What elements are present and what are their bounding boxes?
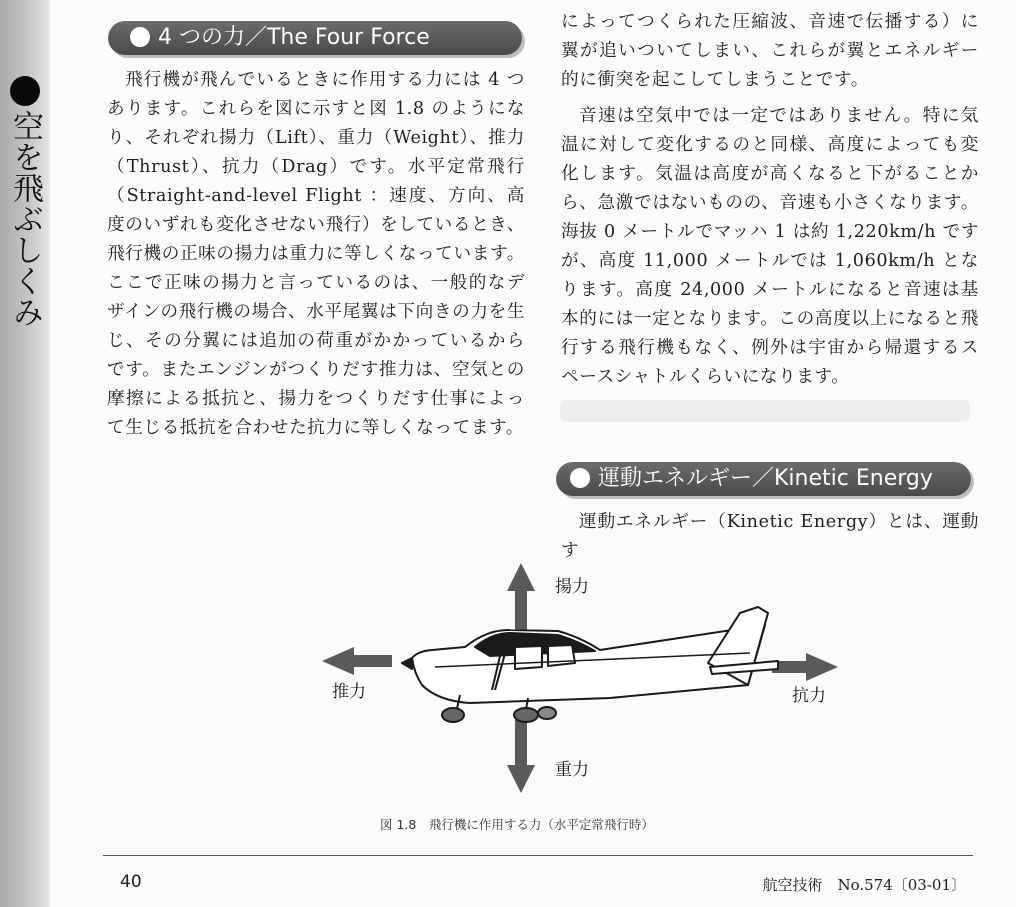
- bullet-icon: [130, 27, 150, 47]
- heading-kinetic-energy: [556, 462, 971, 496]
- figure-caption: 図 1.8 飛行機に作用する力（水平定常飛行時）: [380, 817, 654, 832]
- sidebar-section-title: 空を飛ぶしくみ: [7, 110, 43, 327]
- label-drag: 抗力: [792, 686, 826, 706]
- label-thrust: 推力: [332, 682, 366, 702]
- page-number: 40: [120, 872, 142, 892]
- label-weight: 重力: [555, 760, 589, 780]
- bullet-dot-icon: [10, 76, 40, 106]
- heading-four-force: [108, 21, 522, 55]
- heading-four-force-text: 4 つの力／The Four Force: [158, 25, 430, 50]
- drag-arrow-icon: [772, 653, 838, 681]
- airplane-icon: [402, 607, 778, 722]
- journal-info: 航空技術 No.574〔03-01〕: [762, 876, 966, 894]
- lift-arrow-icon: [507, 563, 535, 635]
- heading-kinetic-energy-text: 運動エネルギー／Kinetic Energy: [598, 466, 933, 491]
- paragraph-continued: によってつくられた圧縮波、音速で伝播する）に翼が追いついてしまい、これらが翼とエネルギー的に衝突を起こしてしまうことです。: [561, 12, 979, 90]
- thrust-arrow-icon: [322, 647, 392, 675]
- paragraph-speed-of-sound: 音速は空気中では一定ではありません。特に気温に対して変化するのと同様、高度によっても変化します。気温は高度が高くなると下がることから、急激ではないものの、音速も小さくなります。海抜 0 メートルでマッハ 1 は約 1,220km/h ですが、高度 11,000 メートルでは 1,060km/h となります。高度 24,000 メートルになると音速は基本的には一定となります。この高度以上になると飛行する飛行機もなく、例外は宇宙から帰還するスペースシャトルくらいになります。: [561, 106, 979, 387]
- label-lift: 揚力: [555, 577, 589, 597]
- paragraph-kinetic-energy: 運動エネルギー（Kinetic Energy）とは、運動す: [561, 512, 979, 561]
- bullet-icon: [570, 468, 590, 488]
- sidebar-section-tab: [0, 0, 50, 907]
- footer-divider: [103, 855, 973, 856]
- paragraph-four-force: 飛行機が飛んでいるときに作用する力には 4 つあります。これらを図に示すと図 1.8 のようになり、それぞれ揚力（Lift）、重力（Weight）、推力（Thrust）、抗力（Drag）です。水平定常飛行（Straight-and-level Flight ：速度、方向、高度のいずれも変化させない飛行）をしているとき、飛行機の正味の揚力は重力に等しくなっています。ここで正味の揚力と言っているのは、一般的なデザインの飛行機の場合、水平尾翼は下向きの力を生じ、その分翼には追加の荷重がかかっているからです。またエンジンがつくりだす推力は、空気との摩擦による抵抗と、揚力をつくりだす仕事によって生じる抵抗を合わせた抗力に等しくなってます。: [107, 70, 525, 438]
- weight-arrow-icon: [507, 720, 535, 793]
- print-smudge: [560, 400, 970, 422]
- figure-four-forces: [310, 555, 850, 820]
